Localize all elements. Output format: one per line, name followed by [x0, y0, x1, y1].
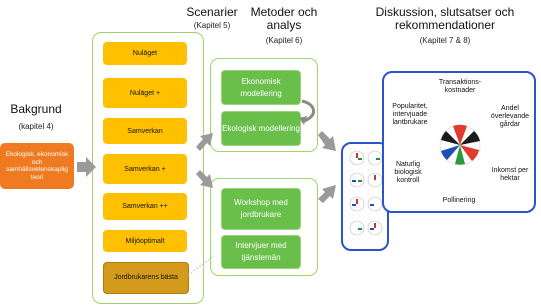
scenario-box-jordbrukarens-basta: Jordbrukarens bästa — [103, 262, 189, 294]
background-chapter: (kapitel 4) — [18, 122, 54, 131]
svg-text:···: ··· — [349, 147, 352, 150]
scenario-box-nulaget: Nuläget — [103, 42, 187, 65]
wheel-label-popularity: Popularitet, intervjuade lantbrukare — [392, 103, 428, 126]
svg-text:···: ··· — [367, 169, 370, 172]
wheel-label-income-per-hectare: Inkomst per hektar — [491, 167, 529, 182]
svg-text:···: ··· — [349, 169, 352, 172]
wheel-label-transaction-costs: Transaktions-kostnader — [438, 79, 482, 94]
scenario-box-samverkan-plusplus: Samverkan ++ — [103, 193, 187, 220]
wheel-label-surviving-farms: Andel överlevande gårdar — [490, 105, 530, 128]
arrow-scenarios-to-modelling — [196, 133, 213, 151]
scenario-box-samverkan-plus: Samverkan + — [103, 154, 187, 184]
wheel-label-biological-control: Naturlig biologisk kontroll — [394, 161, 422, 184]
scenario-box-miljooptimalt: Miljöoptimalt — [103, 230, 187, 252]
wheel-label-pollination: Pollinering — [442, 197, 476, 204]
ecological-modelling-box: Ekologisk modellering — [221, 111, 301, 146]
arrow-workshop-to-discussion — [318, 185, 336, 203]
economic-modelling-box: Ekonomisk modellering — [221, 70, 301, 105]
interviews-box: Intervjuer med tjänstemän — [221, 235, 301, 269]
arrow-background-to-scenarios — [77, 157, 96, 177]
background-theory-text: Ekologisk, ekonomisk och samhällsvetenskaplig teori — [5, 151, 69, 181]
methods-title-line2: analys — [266, 18, 302, 32]
connector-jordbrukarens-to-interviews — [188, 256, 214, 275]
scenarios-title: Scenarier — [186, 5, 238, 19]
scenario-box-samverkan: Samverkan — [103, 118, 187, 144]
arrow-scenarios-to-workshop — [196, 170, 213, 188]
background-title: Bakgrund — [10, 102, 62, 116]
arrow-modelling-to-discussion — [318, 131, 336, 151]
scenarios-chapter: (Kapitel 5) — [193, 21, 231, 30]
discussion-title-line2: rekommendationer — [394, 18, 496, 32]
svg-text:···: ··· — [367, 147, 370, 150]
discussion-chapter: (Kapitel 7 & 8) — [419, 36, 471, 45]
discussion-title-line1: Diskussion, slutsatser och — [375, 5, 515, 19]
methods-title-line1: Metoder och — [250, 5, 318, 19]
methods-chapter: (Kapitel 6) — [265, 36, 303, 45]
workshop-box: Workshop med jordbrukare — [221, 188, 301, 230]
scenario-box-nulaget-plus: Nuläget + — [103, 78, 187, 108]
